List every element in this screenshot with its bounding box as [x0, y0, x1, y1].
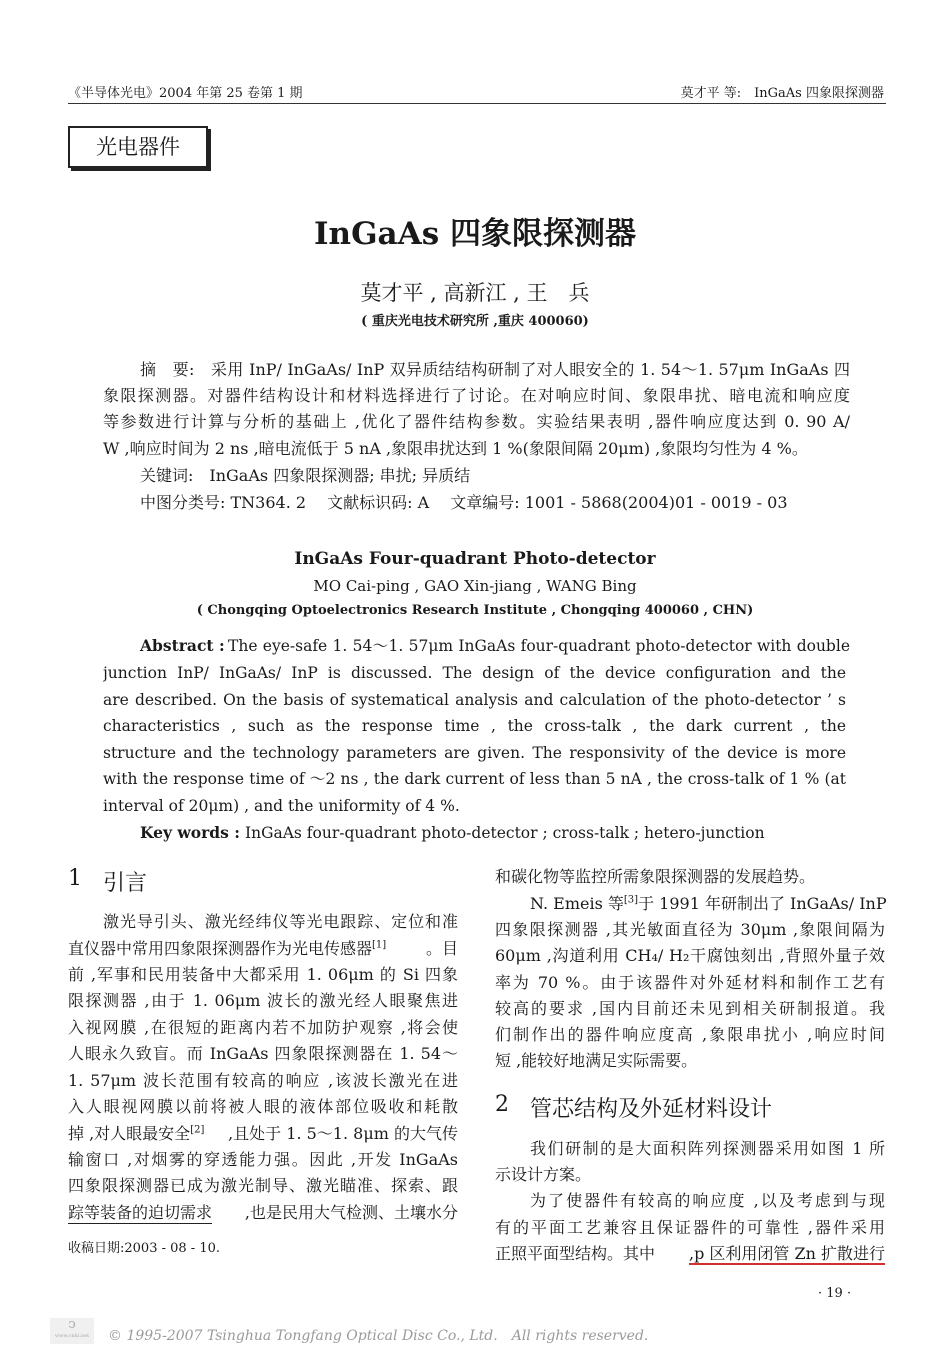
abstract-cn-line: W ,响应时间为 2 ns ,暗电流低于 5 nA ,象限串扰达到 1 %(象限间隔 20μm) ,象限均匀性为 4 %。	[103, 439, 808, 458]
affiliation: ( 重庆光电技术研究所 ,重庆 400060)	[361, 314, 589, 329]
section-2-title: 管芯结构及外延材料设计	[530, 1097, 773, 1122]
body-line: 四象限探测器已成为激光制导、激光瞄准、探索、跟	[68, 1176, 458, 1195]
body-text: ,也是民用大气检测、土壤水分	[244, 1203, 458, 1222]
abstract-en-line: with the response time of ～2 ns , the dark current of less than 5 nA , the cross-talk of 1 % (at	[103, 770, 846, 788]
body-line	[495, 1243, 885, 1265]
citation[interactable]: [3]	[623, 894, 639, 906]
logo-mark-icon: ↄ	[68, 1317, 76, 1332]
keywords-cn: 关键词: InGaAs 四象限探测器; 串扰; 异质结	[140, 466, 471, 485]
body-line: 较高的要求 ,国内目前还未见到相关研制报道。我	[495, 999, 885, 1018]
running-header-left: 《半导体光电》2004 年第 25 卷第 1 期	[68, 86, 303, 101]
affiliation-en: ( Chongqing Optoelectronics Research Institute , Chongqing 400060 , CHN)	[196, 603, 754, 618]
body-line: 示设计方案。	[495, 1165, 592, 1184]
body-line: 人眼永久致盲。而 InGaAs 四象限探测器在 1. 54～	[68, 1044, 458, 1063]
cnki-logo	[50, 1318, 94, 1344]
abstract-en-line: structure and the technology parameters are given. The responsivity of the device is more	[103, 744, 846, 762]
body-text: 正照平面型结构。其中	[495, 1244, 656, 1263]
body-line: 和碳化物等监控所需象限探测器的发展趋势。	[495, 867, 816, 886]
abstract-en-line: The eye-safe 1. 54～1. 57μm InGaAs four-quadrant photo-detector with double	[228, 637, 850, 655]
body-line: 入视网膜 ,在很短的距离内若不加防护观察 ,将会使	[68, 1018, 458, 1037]
body-line: 60μm ,沟道利用 CH₄/ H₂干腐蚀刻出 ,背照外量子效	[495, 946, 885, 965]
abstract-cn-line: 象限探测器。对器件结构设计和材料选择进行了讨论。在对响应时间、象限串扰、暗电流和响应度	[103, 386, 850, 405]
body-line: 激光导引头、激光经纬仪等光电跟踪、定位和准	[103, 912, 458, 931]
abstract-en-label: Abstract :	[140, 636, 225, 655]
body-line: 输窗口 ,对烟雾的穿透能力强。因此 ,开发 InGaAs	[68, 1150, 458, 1169]
body-text: 直仪器中常用四象限探测器作为光电传感器	[68, 939, 373, 958]
body-line: 四象限探测器 ,其光敏面直径为 30μm ,象限间隔为	[495, 920, 885, 939]
abstract-en-line: characteristics , such as the response time , the cross-talk , the dark current , the	[103, 717, 846, 735]
body-text: N. Emeis 等	[530, 894, 624, 913]
section-1-title: 引言	[103, 871, 148, 896]
body-line: 入人眼视网膜以前将被人眼的液体部位吸收和耗散	[68, 1097, 458, 1116]
title-en: InGaAs Four-quadrant Photo-detector	[294, 549, 656, 569]
abstract-cn-line: 摘 要: 采用 InP/ InGaAs/ InP 双异质结结构研制了对人眼安全的 1. 54～1. 57μm InGaAs 四	[140, 360, 850, 379]
body-line	[68, 1202, 458, 1224]
citation[interactable]: [2]	[190, 1124, 205, 1136]
classification: 中图分类号: TN364. 2 文献标识码: A 文章编号: 1001 - 5868(2004)01 - 0019 - 03	[140, 493, 788, 512]
body-line: 我们研制的是大面积阵列探测器采用如图 1 所	[530, 1139, 885, 1158]
running-header-right: 莫才平 等: InGaAs 四象限探测器	[680, 86, 884, 101]
red-underlined-text: ,p 区利用闭管 Zn 扩散进行	[688, 1244, 885, 1263]
body-line	[530, 893, 885, 915]
authors: 莫才平 , 高新江 , 王 兵	[360, 281, 590, 305]
body-line: 们制作出的器件响应度高 ,象限串扰小 ,响应时间	[495, 1025, 885, 1044]
section-2-number: 2	[495, 1092, 509, 1117]
body-line	[68, 938, 458, 960]
received-date: 收稿日期:2003 - 08 - 10.	[68, 1241, 220, 1256]
underlined-text: 踪等装备的迫切需求	[68, 1203, 213, 1222]
category-box: 光电器件	[68, 126, 208, 168]
abstract-cn-line: 等参数进行计算与分析的基础上 ,优化了器件结构参数。实验结果表明 ,器件响应度达到 0. 90 A/	[103, 412, 850, 431]
body-text: 于 1991 年研制出了 InGaAs/ InP	[638, 894, 887, 913]
body-text: 掉 ,对人眼最安全	[68, 1124, 191, 1143]
abstract-en-line: junction InP/ InGaAs/ InP is discussed. The design of the device configuration and the	[103, 664, 846, 682]
page-number: · 19 ·	[818, 1286, 852, 1301]
body-line: 有的平面工艺兼容且保证器件的可靠性 ,器件采用	[495, 1218, 885, 1237]
abstract-en-line: are described. On the basis of systematical analysis and calculation of the photo-detector ’ s	[103, 691, 846, 709]
logo-text: www.cnki.net	[54, 1333, 90, 1339]
header-rule	[68, 103, 886, 104]
copyright-footer: © 1995-2007 Tsinghua Tongfang Optical Disc Co., Ltd. All rights reserved.	[108, 1328, 649, 1344]
body-line: 限探测器 ,由于 1. 06μm 波长的激光经人眼聚焦进	[68, 991, 458, 1010]
body-line: 前 ,军事和民用装备中大都采用 1. 06μm 的 Si 四象	[68, 965, 458, 984]
keywords-en: InGaAs four-quadrant photo-detector ; cross-talk ; hetero-junction	[245, 824, 765, 842]
citation[interactable]: [1]	[372, 939, 387, 951]
body-text: ,且处于 1. 5～1. 8μm 的大气传	[228, 1124, 458, 1143]
body-line: 率为 70 %。由于该器件对外延材料和制作工艺有	[495, 973, 885, 992]
keywords-en-label: Key words :	[140, 823, 240, 842]
body-line	[68, 1123, 458, 1145]
body-text: 。目	[425, 939, 458, 958]
abstract-en-line: interval of 20μm) , and the uniformity of 4 %.	[103, 797, 460, 815]
paper-title: InGaAs 四象限探测器	[314, 216, 636, 252]
body-line: 1. 57μm 波长范围有较高的响应 ,该波长激光在进	[68, 1071, 458, 1090]
body-line: 短 ,能较好地满足实际需要。	[495, 1051, 698, 1070]
section-1-number: 1	[68, 866, 82, 891]
body-line: 为了使器件有较高的响应度 ,以及考虑到与现	[530, 1191, 885, 1210]
authors-en: MO Cai-ping , GAO Xin-jiang , WANG Bing	[313, 577, 637, 595]
